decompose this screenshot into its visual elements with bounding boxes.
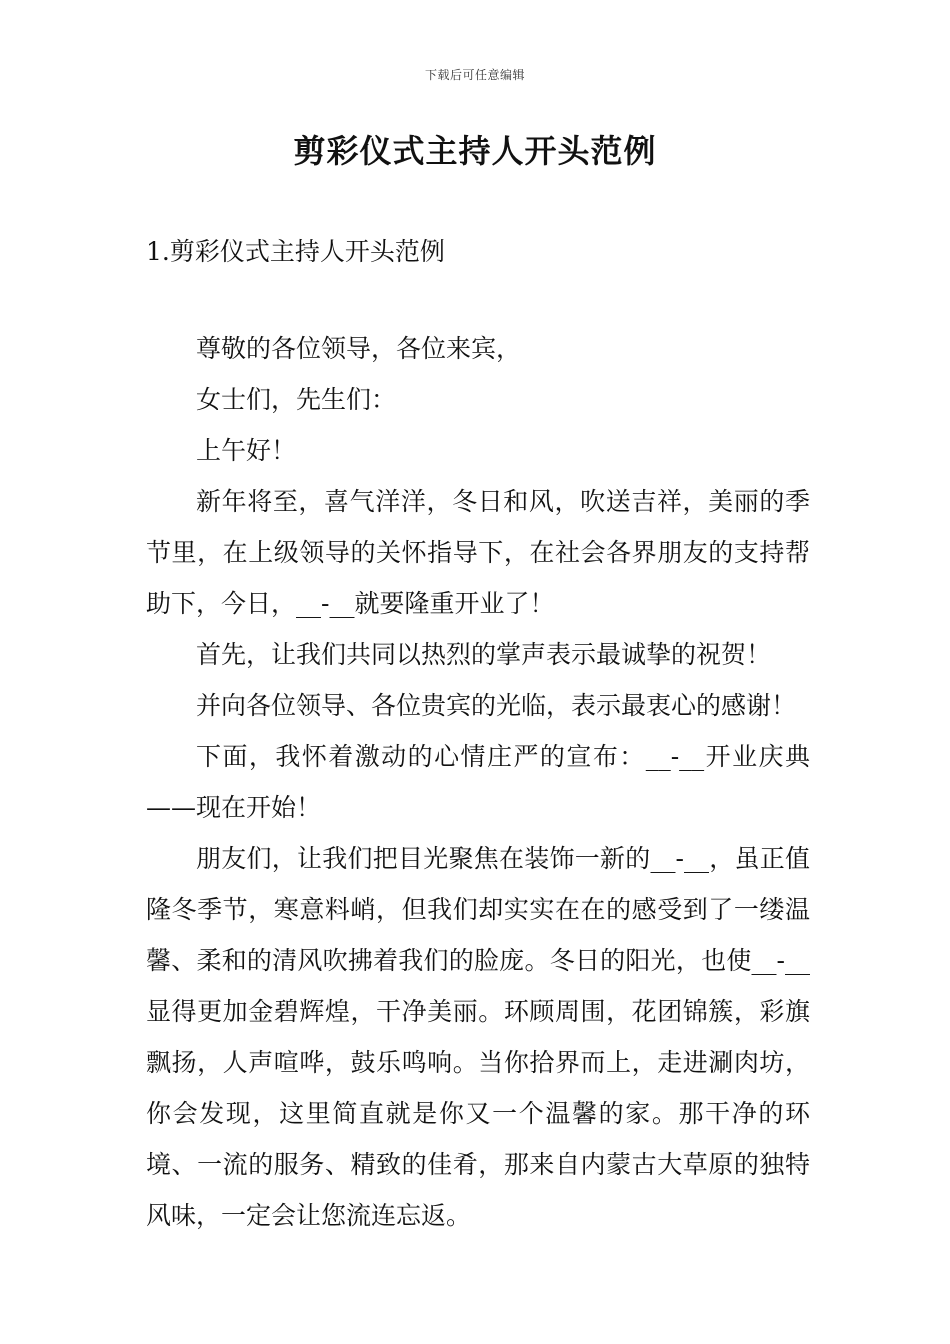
paragraph-new-year: 新年将至，喜气洋洋，冬日和风，吹送吉祥，美丽的季节里，在上级领导的关怀指导下，在社会各界朋友的支持帮助下，今日，__-__就要隆重开业了！ (146, 487, 810, 618)
section-heading: 1.剪彩仪式主持人开头范例 (146, 237, 445, 266)
document-title: 剪彩仪式主持人开头范例 (293, 132, 657, 170)
paragraph-greeting: 尊敬的各位领导，各位来宾， (196, 334, 522, 363)
body-text (146, 323, 810, 1241)
header-note: 下载后可任意编辑 (424, 68, 525, 82)
paragraph-description: 朋友们，让我们把目光聚焦在装饰一新的__-__，虽正值隆冬季节，寒意料峭，但我们却实实在在的感受到了一缕温馨、柔和的清风吹拂着我们的脸庞。冬日的阳光，也使__-__显得更加金碧辉煌，干净美丽。环顾周围，花团锦簇，彩旗飘扬，人声喧哗，鼓乐鸣响。当你拾界而上，走进涮肉坊，你会发现，这里简直就是你又一个温馨的家。那干净的环境、一流的服务、精致的佳肴，那来自内蒙古大草原的独特风味，一定会让您流连忘返。 (146, 844, 810, 1230)
paragraph-thanks: 并向各位领导、各位贵宾的光临，表示最衷心的感谢！ (196, 691, 797, 720)
paragraph-announcement: 下面，我怀着激动的心情庄严的宣布：__-__开业庆典——现在开始！ (146, 742, 810, 822)
paragraph-good-morning: 上午好！ (196, 436, 297, 465)
paragraph-congratulations: 首先，让我们共同以热烈的掌声表示最诚挚的祝贺！ (196, 640, 772, 669)
paragraph-address: 女士们，先生们： (196, 385, 397, 414)
